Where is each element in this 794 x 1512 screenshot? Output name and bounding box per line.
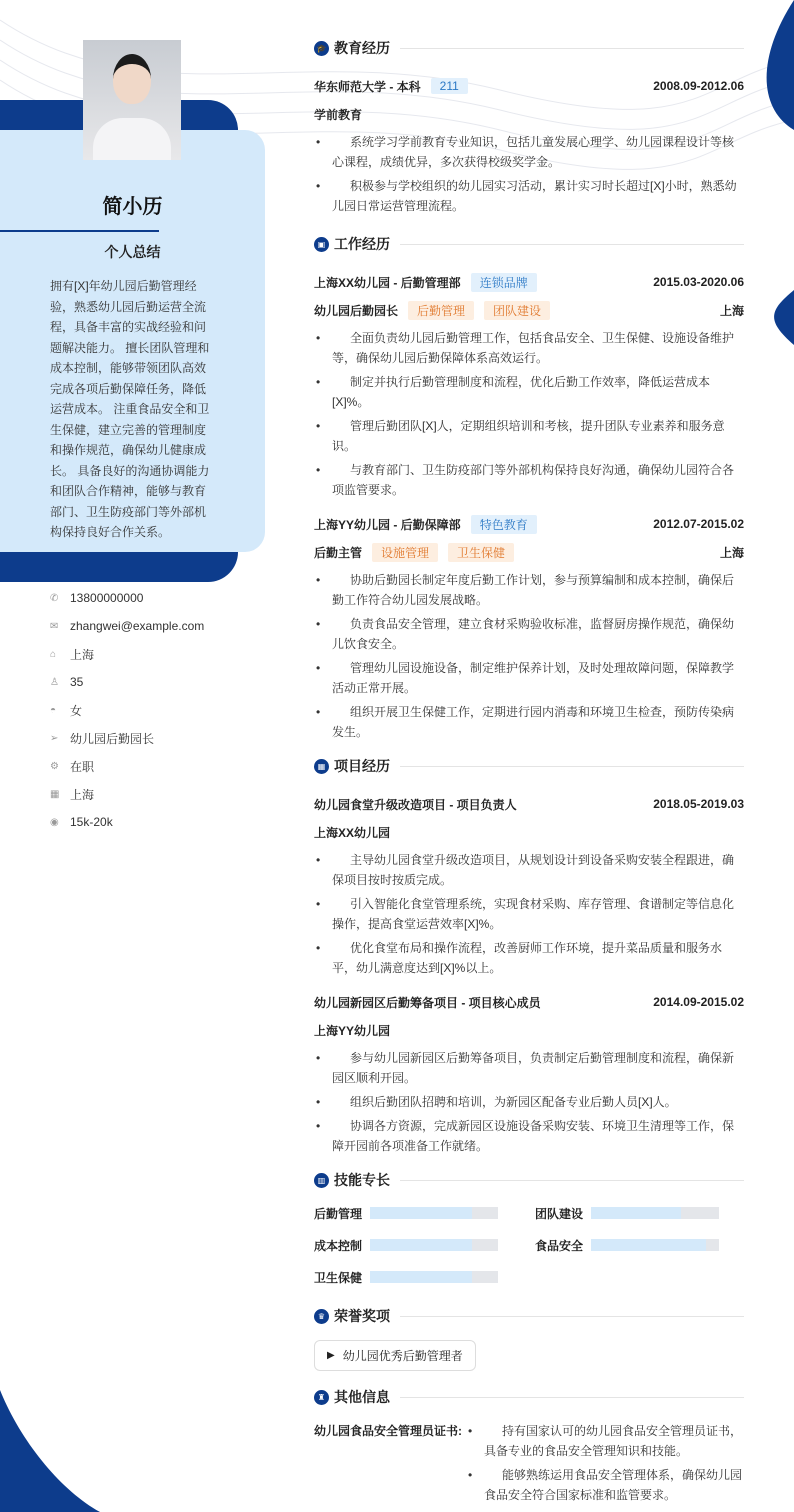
skill-bar — [591, 1207, 719, 1219]
school-name: 华东师范大学 - 本科 — [314, 79, 421, 94]
school-tag: 211 — [431, 78, 468, 94]
company-tag: 连锁品牌 — [471, 273, 537, 292]
contact-text: 女 — [70, 703, 83, 718]
other-label: 幼儿园食品安全管理员证书: — [314, 1424, 462, 1438]
bullet-item: • 负责食品安全管理，建立食材采购验收标准，监督厨房操作规范，确保幼儿饮食安全。 — [332, 614, 744, 654]
bullet-item: • 组织后勤团队招聘和培训，为新园区配备专业后勤人员[X]人。 — [332, 1092, 744, 1112]
job-bullets — [314, 570, 744, 742]
job-role: 幼儿园后勤园长 — [314, 303, 399, 318]
skill-name: 成本控制 — [314, 1238, 363, 1253]
home-icon: ⌂ — [50, 648, 57, 660]
skill-name: 团队建设 — [535, 1206, 584, 1221]
contact-item — [50, 696, 204, 724]
role-tag: 设施管理 — [372, 543, 438, 562]
section-education — [314, 38, 744, 58]
bullet-item: • 积极参与学校组织的幼儿园实习活动，累计实习时长超过[X]小时，熟悉幼儿园日常运营管理流程。 — [332, 176, 744, 216]
bullet-item: • 参与幼儿园新园区后勤筹备项目，负责制定后勤管理制度和流程，确保新园区顺利开园。 — [332, 1048, 744, 1088]
bar-chart-icon: ▥ — [314, 1173, 329, 1188]
summary-text: 拥有[X]年幼儿园后勤管理经验，熟悉幼儿园后勤运营全流程，具备丰富的实战经验和问题解决能力。 擅长团队管理和成本控制，能够带领团队高效完成各项后勤保障任务，降低运营成本。 注重食品安全和卫生保健，建立完善的管理制度和操作规范，确保幼儿健康成长。 具备良好的沟通协调能力和团队合作精神，能够与教育部门、卫生防疫部门等外部机构保持良好合作关系。 — [50, 279, 210, 539]
edu-bullets — [314, 132, 744, 216]
skill-name: 食品安全 — [535, 1238, 584, 1253]
award-icon: ♛ — [314, 1309, 329, 1324]
bullet-item: • 系统学习学前教育专业知识，包括儿童发展心理学、幼儿园课程设计等核心课程，成绩优异，多次获得校级奖学金。 — [332, 132, 744, 172]
role-tag: 卫生保健 — [448, 543, 514, 562]
skill-item — [314, 1236, 535, 1254]
grid-icon: ▦ — [314, 759, 329, 774]
major: 学前教育 — [314, 107, 363, 122]
contact-item — [50, 808, 204, 836]
section-awards — [314, 1306, 744, 1326]
contact-text: zhangwei@example.com — [70, 619, 205, 633]
divider — [0, 230, 159, 232]
skill-bar — [591, 1239, 719, 1251]
job-entry — [314, 268, 744, 500]
bullet-item: • 引入智能化食堂管理系统，实现食材采购、库存管理、食谱制定等信息化操作，提高食堂运营效率[X]%。 — [332, 894, 744, 934]
section-title: 其他信息 — [334, 1389, 390, 1405]
bullet-item: • 能够熟练运用食品安全管理体系，确保幼儿园食品安全符合国家标准和监管要求。 — [484, 1465, 744, 1505]
project-bullets — [314, 1048, 744, 1156]
job-role: 后勤主管 — [314, 545, 363, 560]
age-icon: ♙ — [50, 676, 59, 688]
award-text: 幼儿园优秀后勤管理者 — [342, 1349, 463, 1363]
bullet-item: • 优化食堂布局和操作流程，改善厨师工作环境，提升菜品质量和服务水平，幼儿满意度达到[X]%以上。 — [332, 938, 744, 978]
section-title: 荣誉奖项 — [334, 1308, 390, 1324]
edu-date: 2008.09-2012.06 — [653, 79, 744, 93]
profile-name: 简小历 — [102, 196, 163, 218]
contact-item — [50, 640, 204, 668]
triangle-icon: ▶ — [327, 1350, 335, 1361]
bullet-item: • 管理后勤团队[X]人，定期组织培训和考核，提升团队专业素养和服务意识。 — [332, 416, 744, 456]
bullet-item: • 管理幼儿园设施设备，制定维护保养计划，及时处理故障问题，保障教学活动正常开展。 — [332, 658, 744, 698]
bullet-item: • 协调各方资源，完成新园区设施设备采购安装、环境卫生清理等工作，保障开园前各项准备工作就绪。 — [332, 1116, 744, 1156]
avatar — [83, 40, 181, 160]
job-bullets — [314, 328, 744, 500]
project-name: 幼儿园新园区后勤筹备项目 - 项目核心成员 — [314, 995, 541, 1010]
contact-item — [50, 780, 204, 808]
contact-item — [50, 612, 204, 640]
section-projects — [314, 756, 744, 776]
section-title: 教育经历 — [334, 40, 390, 56]
contact-item — [50, 668, 204, 696]
project-date: 2018.05-2019.03 — [653, 797, 744, 811]
salary-icon: ◉ — [50, 816, 59, 828]
bullet-item: • 协助后勤园长制定年度后勤工作计划，参与预算编制和成本控制，确保后勤工作符合幼儿园发展战略。 — [332, 570, 744, 610]
bullet-item: • 组织开展卫生保健工作，定期进行园内消毒和环境卫生检查，预防传染病发生。 — [332, 702, 744, 742]
phone-icon: ✆ — [50, 592, 59, 604]
project-bullets — [314, 850, 744, 978]
skill-item — [535, 1236, 744, 1254]
skill-bar — [370, 1271, 498, 1283]
bullet-item: • 与教育部门、卫生防疫部门等外部机构保持良好沟通，确保幼儿园符合各项监管要求。 — [332, 460, 744, 500]
section-title: 工作经历 — [334, 236, 390, 252]
job-city: 上海 — [719, 545, 744, 560]
contact-text: 幼儿园后勤园长 — [70, 731, 155, 746]
section-title: 技能专长 — [334, 1172, 390, 1188]
job-entry — [314, 510, 744, 742]
role-tag: 团队建设 — [484, 301, 550, 320]
contact-text: 15k-20k — [70, 815, 113, 829]
contact-item — [50, 584, 204, 612]
summary-title: 个人总结 — [104, 244, 161, 260]
project-entry — [314, 988, 744, 1156]
section-skills — [314, 1170, 744, 1190]
mail-icon: ✉ — [50, 620, 59, 632]
bullet-item: • 全面负责幼儿园后勤管理工作，包括食品安全、卫生保健、设施设备维护等，确保幼儿园后勤保障体系高效运行。 — [332, 328, 744, 368]
send-icon: ➢ — [50, 732, 59, 744]
status-icon: ⚙ — [50, 760, 59, 772]
building-icon: ▦ — [50, 788, 60, 800]
section-work — [314, 234, 744, 254]
contact-text: 在职 — [70, 759, 95, 774]
main-content — [314, 38, 744, 1509]
contact-text: 13800000000 — [70, 591, 144, 605]
section-title: 项目经历 — [334, 758, 390, 774]
bullet-item: • 主导幼儿园食堂升级改造项目，从规划设计到设备采购安装全程跟进，确保项目按时按质完成。 — [332, 850, 744, 890]
skill-name: 后勤管理 — [314, 1206, 363, 1221]
info-icon: ♜ — [314, 1390, 329, 1405]
job-city: 上海 — [719, 303, 744, 318]
skill-item — [535, 1204, 744, 1222]
award-item — [314, 1340, 476, 1371]
contact-text: 上海 — [70, 787, 95, 802]
skill-item — [314, 1268, 535, 1286]
contact-item — [50, 724, 204, 752]
company-tag: 特色教育 — [471, 515, 537, 534]
role-tag: 后勤管理 — [408, 301, 474, 320]
project-date: 2014.09-2015.02 — [653, 995, 744, 1009]
section-other — [314, 1387, 744, 1407]
skill-bar — [370, 1239, 498, 1251]
contact-text: 35 — [70, 675, 84, 689]
company-name: 上海YY幼儿园 - 后勤保障部 — [314, 517, 461, 532]
job-date: 2015.03-2020.06 — [653, 275, 744, 289]
job-date: 2012.07-2015.02 — [653, 517, 744, 531]
project-name: 幼儿园食堂升级改造项目 - 项目负责人 — [314, 797, 517, 812]
briefcase-icon: ▣ — [314, 237, 329, 252]
skill-name: 卫生保健 — [314, 1270, 363, 1285]
bullet-item: • 持有国家认可的幼儿园食品安全管理员证书，具备专业的食品安全管理知识和技能。 — [484, 1421, 744, 1461]
contact-text: 上海 — [70, 647, 95, 662]
company-name: 上海XX幼儿园 - 后勤管理部 — [314, 275, 461, 290]
skill-item — [314, 1204, 535, 1222]
graduation-cap-icon: 🎓 — [314, 41, 329, 56]
skill-bar — [370, 1207, 498, 1219]
contact-list — [50, 584, 204, 836]
project-org: 上海XX幼儿园 — [314, 825, 391, 840]
project-org: 上海YY幼儿园 — [314, 1023, 391, 1038]
contact-item — [50, 752, 204, 780]
bullet-item: • 制定并执行后勤管理制度和流程，优化后勤工作效率，降低运营成本[X]%。 — [332, 372, 744, 412]
project-entry — [314, 790, 744, 978]
gender-icon: ◓ — [50, 704, 57, 716]
